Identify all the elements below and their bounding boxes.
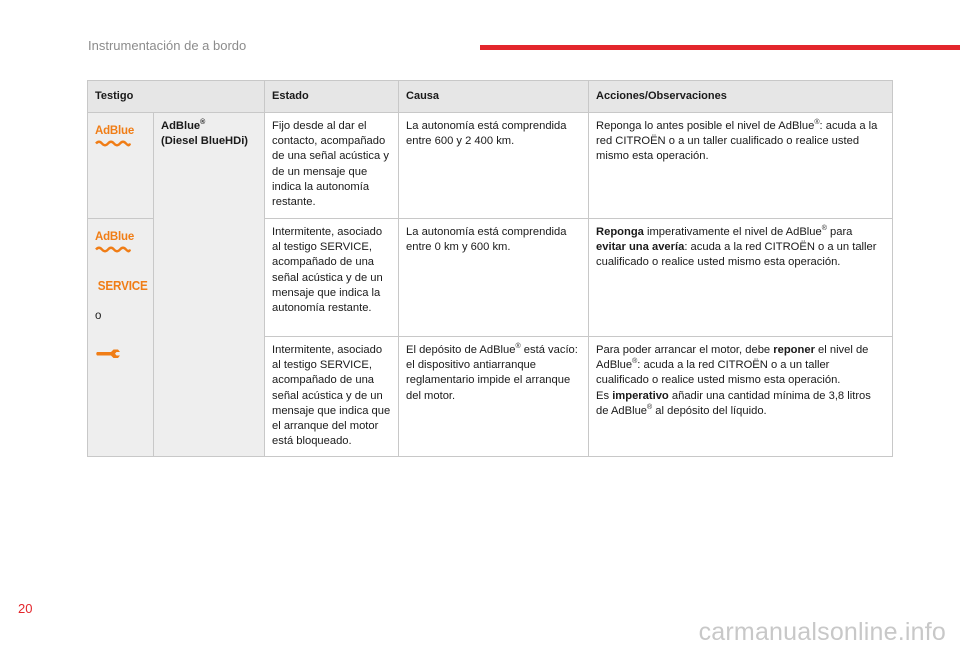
acciones-text: : acuda a la red CITROËN o a un taller cualificado o realice usted mismo esta operación.	[596, 241, 877, 269]
estado-cell: Intermitente, asociado al testigo SERVICE, acompañado de una señal acústica y de un mensaje que indica que el arranque del motor está bloqueado.	[265, 337, 399, 457]
or-separator: o	[95, 310, 102, 323]
header-accent-bar	[480, 45, 960, 50]
acciones-bold: reponer	[773, 344, 815, 356]
acciones-text: para	[826, 226, 853, 238]
service-icon: SERVICE	[97, 278, 148, 294]
registered-mark: ®	[821, 225, 827, 232]
adblue-wave-icon	[95, 246, 131, 253]
causa-cell	[399, 337, 589, 457]
registered-mark: ®	[632, 358, 638, 366]
acciones-text: añadir una cantidad mínima de 3,8 litros de AdBlue	[596, 389, 871, 417]
causa-cell: La autonomía está comprendida entre 600 y 2 400 km.	[399, 113, 589, 219]
adblue-icon	[95, 231, 134, 258]
acciones-bold: Reponga	[596, 226, 644, 238]
warning-light-name-line2: (Diesel BlueHDi)	[161, 135, 249, 148]
wrench-icon	[95, 347, 121, 359]
page-number: 20	[18, 601, 33, 616]
causa-text: El depósito de AdBlue	[406, 344, 516, 356]
header-estado: Estado	[265, 81, 399, 113]
table-row	[88, 113, 893, 219]
acciones-text: al depósito del líquido.	[652, 404, 767, 417]
icon-cell	[88, 113, 154, 219]
adblue-icon	[95, 125, 134, 152]
adblue-wave-icon	[95, 140, 131, 147]
acciones-cell	[589, 113, 893, 219]
causa-text: está vacío: el dispositivo antiarranque reglamentario impide el arranque del motor.	[406, 344, 578, 402]
acciones-text: Para poder arrancar el motor, debe	[596, 344, 774, 356]
section-title: Instrumentación de a bordo	[88, 38, 247, 53]
acciones-text: : acuda a la red CITROËN o a un taller cualificado o realice usted mismo esta operación.	[596, 120, 878, 163]
header-causa: Causa	[399, 81, 589, 113]
warning-light-name	[154, 113, 265, 457]
registered-mark: ®	[814, 119, 820, 126]
acciones-cell	[589, 219, 893, 337]
acciones-text: imperativamente el nivel de AdBlue	[643, 226, 822, 238]
icon-cell	[88, 219, 154, 457]
acciones-text: Es	[596, 389, 613, 402]
table-header-row	[88, 81, 893, 113]
registered-mark: ®	[200, 119, 206, 126]
causa-cell: La autonomía está comprendida entre 0 km y 600 km.	[399, 219, 589, 337]
adblue-icon-label: AdBlue	[95, 125, 135, 137]
estado-cell: Intermitente, asociado al testigo SERVICE, acompañado de una señal acústica y de un mensaje que indica la autonomía restante.	[265, 219, 399, 337]
acciones-text: : acuda a la red CITROËN o a un taller cualificado o realice usted mismo esta operación.	[596, 359, 841, 387]
acciones-text: el nivel de AdBlue	[596, 344, 869, 372]
adblue-icon-label: AdBlue	[95, 231, 135, 243]
acciones-bold: imperativo	[612, 389, 669, 402]
registered-mark: ®	[647, 403, 653, 411]
warning-light-name-line1: AdBlue	[161, 120, 201, 132]
estado-cell: Fijo desde al dar el contacto, acompañado de una señal acústica y de un mensaje que indica la autonomía restante.	[265, 113, 399, 219]
acciones-text: Reponga lo antes posible el nivel de AdBlue	[596, 120, 815, 132]
header-acciones: Acciones/Observaciones	[589, 81, 893, 113]
adblue-warning-table	[87, 80, 893, 457]
registered-mark: ®	[515, 343, 521, 350]
acciones-cell	[589, 337, 893, 457]
watermark: carmanualsonline.info	[698, 618, 946, 646]
acciones-bold: evitar una avería	[596, 241, 685, 254]
header-testigo: Testigo	[88, 81, 265, 113]
